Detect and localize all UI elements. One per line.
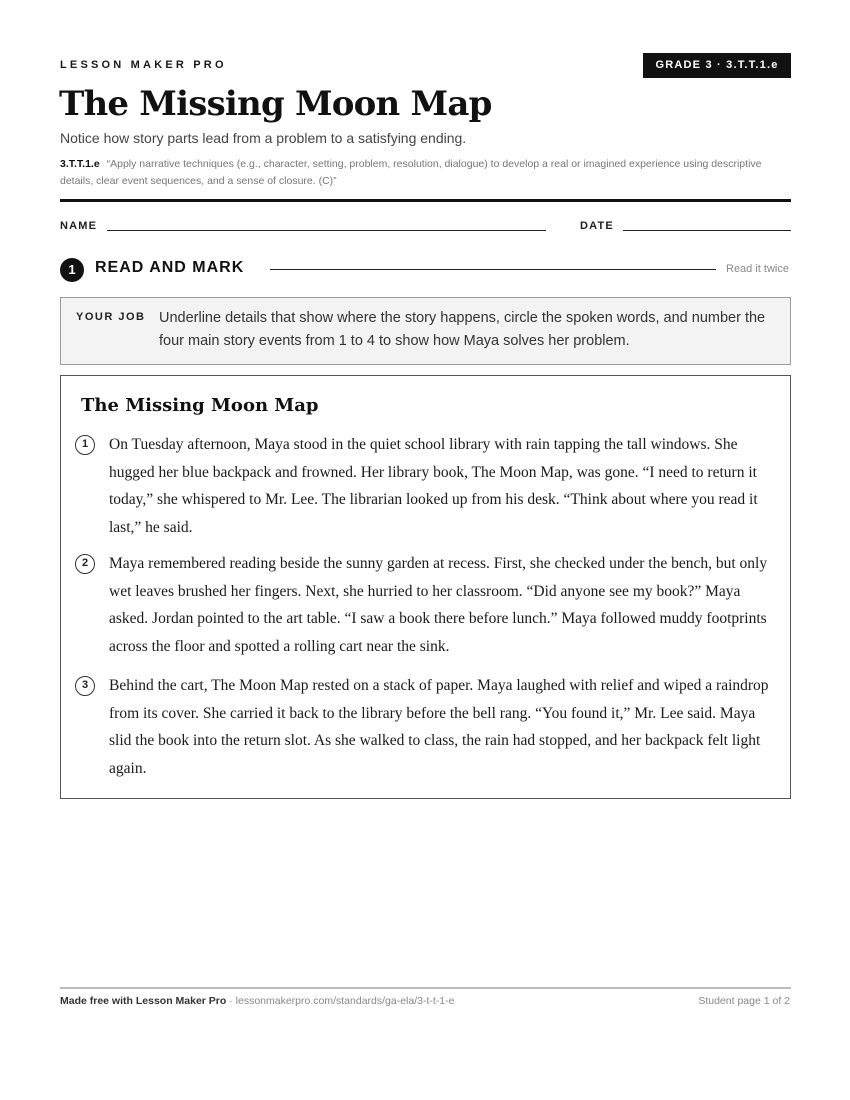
paragraph-text: Maya remembered reading beside the sunny garden at recess. First, she checked under the bench, but only wet leaves brushed her fingers. Next, she hurried to her classroom. “Did anyone see my book?” Maya asked. Jordan pointed to the art table. “I saw a book there before lunch.” Maya followed muddy footprints across the floor and spotted a rolling cart near the sink. <box>109 555 768 655</box>
your-job-text: Underline details that show where the story happens, circle the spoken words, and number the four main story events from 1 to 4 to show how Maya solves her problem. <box>159 310 766 349</box>
section-title: READ AND MARK <box>95 259 245 276</box>
name-label: NAME <box>60 220 98 232</box>
footer-made-with: Made free with Lesson Maker Pro <box>60 995 227 1007</box>
footer-url[interactable]: · lessonmakerpro.com/standards/ga-ela/3-t-t-1-e <box>226 995 455 1007</box>
story-passage <box>60 375 791 799</box>
worksheet-subtitle: Notice how story parts lead from a problem to a satisfying ending. <box>60 130 467 146</box>
date-label: DATE <box>580 220 614 232</box>
paragraph-number-icon: 3 <box>75 676 95 696</box>
paragraph-number-icon: 1 <box>75 435 95 455</box>
paragraph-number-icon: 2 <box>75 554 95 574</box>
section-divider <box>270 269 716 270</box>
paragraph-text: Behind the cart, The Moon Map rested on a stack of paper. Maya laughed with relief and wiped a raindrop from its cover. She carried it back to the library before the bell rang. “You found it,” Mr. Lee said. Maya slid the book into the return slot. As she walked to class, the rain had stopped, and her backpack felt light again. <box>109 677 769 777</box>
footer-divider <box>60 987 791 989</box>
your-job-label: YOUR JOB <box>76 311 146 323</box>
grade-badge: GRADE 3 · 3.T.T.1.e <box>643 53 791 78</box>
story-title: The Missing Moon Map <box>81 395 319 416</box>
header-divider <box>60 199 791 202</box>
name-field[interactable] <box>107 230 546 231</box>
your-job-box <box>60 297 791 365</box>
standard-description <box>60 156 790 190</box>
date-field[interactable] <box>623 230 791 231</box>
standard-code: 3.T.T.1.e <box>60 158 100 170</box>
worksheet-title: The Missing Moon Map <box>59 84 492 124</box>
footer-credit <box>60 995 455 1007</box>
standard-text: “Apply narrative techniques (e.g., character, setting, problem, resolution, dialogue) to develop a real or imagined experience using descriptive details, clear event sequences, and a sense of closure. (C)” <box>60 158 762 187</box>
paragraph-text: On Tuesday afternoon, Maya stood in the quiet school library with rain tapping the tall windows. She hugged her blue backpack and frowned. Her library book, The Moon Map, was gone. “I need to return it today,” she whispered to Mr. Lee. The librarian looked up from his desk. “Think about where you read it last,” he said. <box>109 436 758 536</box>
section-number-badge: 1 <box>60 258 84 282</box>
brand-name: LESSON MAKER PRO <box>60 59 227 71</box>
section-hint: Read it twice <box>726 263 789 275</box>
footer-page-number: Student page 1 of 2 <box>698 995 790 1007</box>
